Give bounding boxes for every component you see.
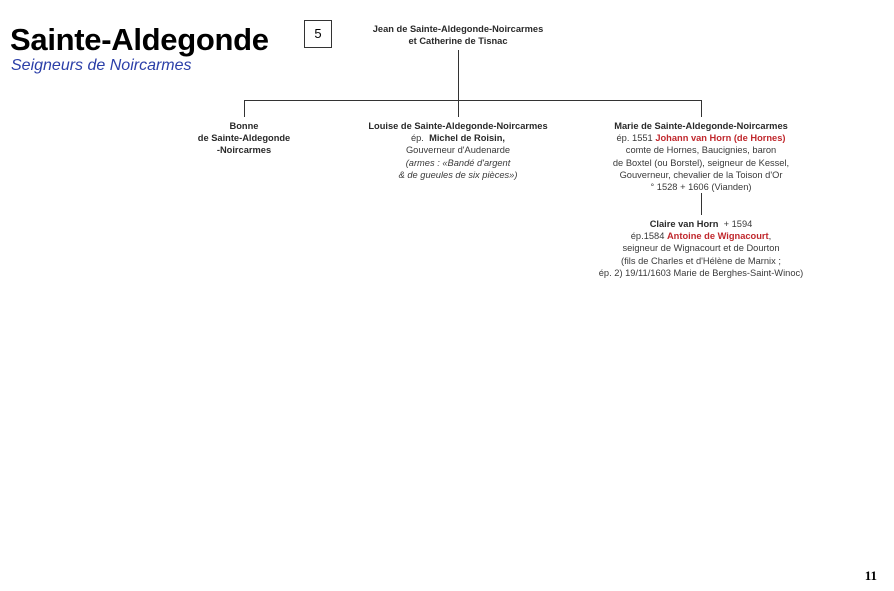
- louise-spouse-prefix: ép.: [410, 133, 424, 144]
- child-node-marie: [581, 120, 821, 193]
- claire-spouse: Antoine de Wignacourt: [666, 231, 769, 242]
- louise-name: Louise de Sainte-Aldegonde-Noircarmes: [368, 121, 548, 131]
- louise-arms-line-1: (armes : «Bandé d'argent: [405, 157, 511, 168]
- connector-bonne: [244, 100, 245, 117]
- louise-spouse: Michel de Roisin,: [429, 133, 506, 144]
- grandchild-node-claire: [561, 218, 841, 279]
- marie-spouse: Johann van Horn (de Hornes): [655, 133, 786, 144]
- claire-marriage: [561, 230, 841, 242]
- page-number: 11: [864, 568, 877, 583]
- bonne-line-1: Bonne: [229, 121, 259, 131]
- root-line-1: Jean de Sainte-Aldegonde-Noircarmes: [372, 24, 544, 34]
- reference-box: 5: [304, 20, 332, 48]
- bonne-line-3: -Noircarmes: [216, 145, 272, 156]
- root-couple-node: [358, 23, 558, 47]
- claire-spouse-line-4: (fils de Charles et d'Hélène de Marnix ;: [621, 255, 781, 266]
- claire-header: [561, 218, 841, 230]
- claire-spouse-line-5: ép. 2) 19/11/1603 Marie de Berghes-Saint-Winoc): [598, 267, 804, 278]
- bonne-line-2: de Sainte-Aldegonde: [197, 133, 291, 144]
- claire-name: Claire van Horn: [649, 219, 719, 229]
- page-title: Sainte-Aldegonde: [10, 22, 269, 57]
- claire-spouse-prefix: ép.1584: [630, 231, 665, 242]
- connector-marie: [701, 100, 702, 117]
- connector-horizontal-bar: [244, 100, 702, 101]
- marie-spouse-line-3: comte de Hornes, Baucignies, baron: [625, 145, 777, 156]
- connector-root-vertical: [458, 50, 459, 100]
- claire-spouse-suffix: ,: [768, 231, 772, 242]
- connector-marie-to-claire: [701, 193, 702, 215]
- marie-spouse-line-4: de Boxtel (ou Borstel), seigneur de Kessel,: [612, 157, 790, 168]
- page-subtitle: Seigneurs de Noircarmes: [11, 57, 192, 74]
- marie-spouse-line-5: Gouverneur, chevalier de la Toison d'Or: [619, 169, 783, 180]
- child-node-bonne: [184, 120, 304, 157]
- child-node-louise: [343, 120, 573, 181]
- louise-spouse-title: Gouverneur d'Audenarde: [405, 145, 511, 156]
- marie-name: Marie de Sainte-Aldegonde-Noircarmes: [614, 121, 788, 131]
- root-line-2: et Catherine de Tisnac: [408, 36, 508, 47]
- louise-arms-line-2: & de gueules de six pièces»): [398, 169, 518, 180]
- claire-dates: + 1594: [723, 219, 753, 229]
- marie-marriage: [581, 132, 821, 144]
- louise-marriage: [343, 132, 573, 144]
- claire-spouse-line-3: seigneur de Wignacourt et de Dourton: [622, 243, 780, 254]
- marie-spouse-prefix: ép. 1551: [616, 133, 653, 144]
- marie-spouse-line-6: ° 1528 + 1606 (Vianden): [650, 182, 752, 193]
- connector-louise: [458, 100, 459, 117]
